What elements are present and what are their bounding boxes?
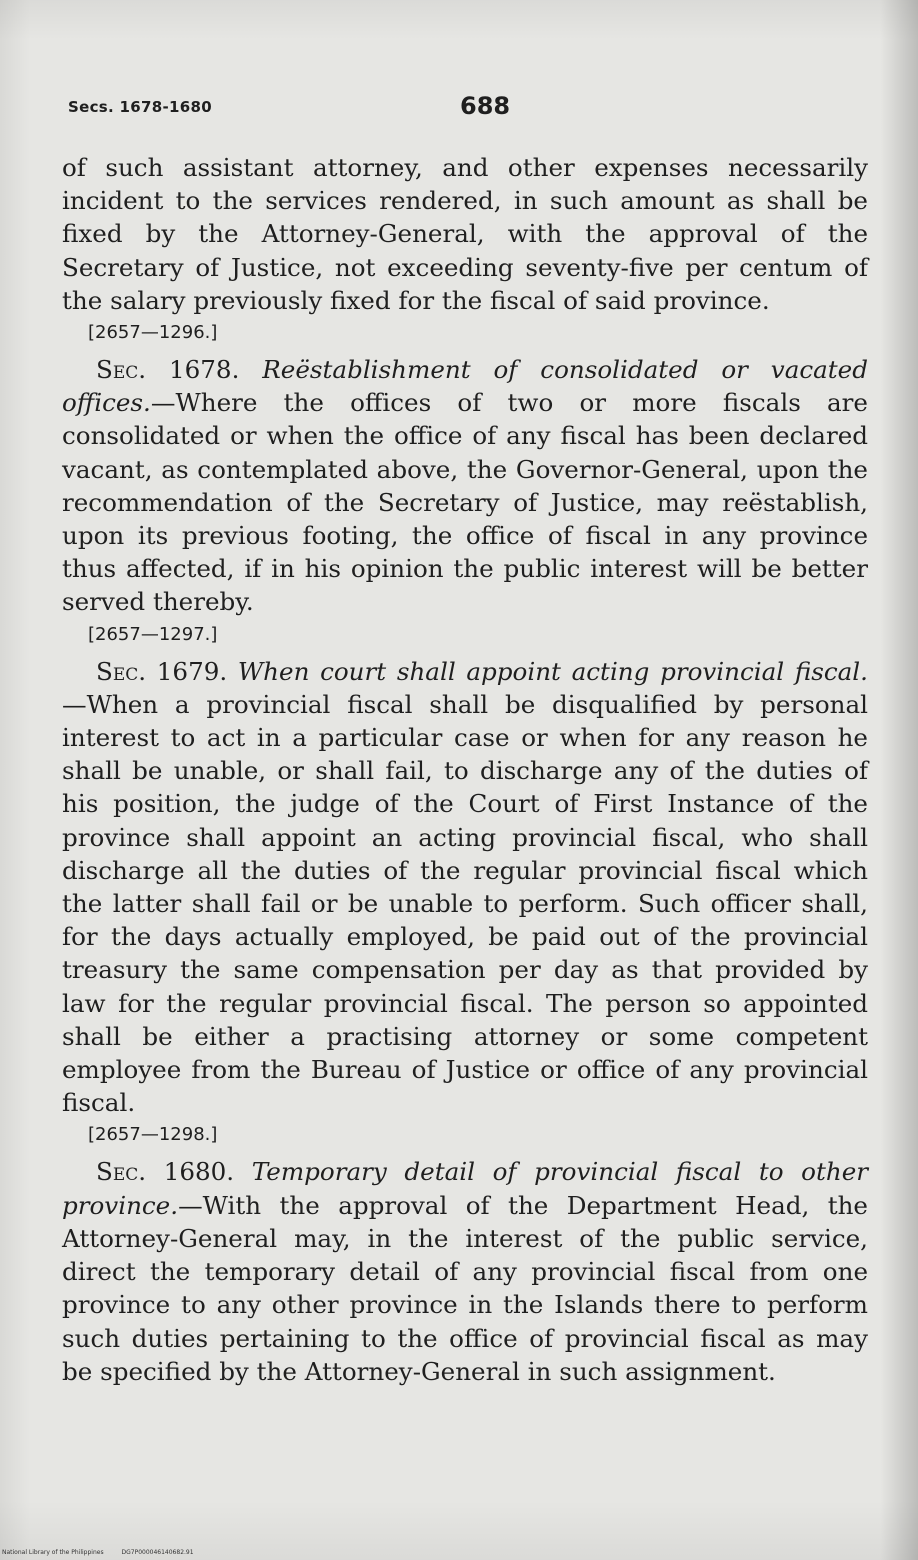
section-1678 (62, 353, 868, 619)
section-number: Sec. 1678. (96, 355, 240, 385)
section-1680 (62, 1155, 868, 1387)
library-name: National Library of the Philippines (2, 1549, 104, 1556)
section-text: —Where the offices of two or more fiscals are consolidated or when the office of any fiscal has been declared vacant, as contemplated above, the Governor-General, upon the recommendation of the Secretary of Justice, may reëstablish, upon its previous footing, the office of fiscal in any province thus affected, if in his opinion the public interest will be better served thereby. (62, 388, 868, 617)
section-title: Temporary detail of provincial fiscal to other province. (62, 1157, 869, 1220)
section-text: —When a provincial fiscal shall be disqualified by personal interest to act in a particular case or when for any reason he shall be unable, or shall fail, to discharge any of the duties of his position, the judge of the Court of First Instance of the province shall appoint an acting provincial fiscal, who shall discharge all the duties of the regular provincial fiscal which the latter shall fail or be unable to perform. Such officer shall, for the days actually employed, be paid out of the provincial treasury the same compensation per day as that provided by law for the regular provincial fiscal. The person so appointed shall be either a practising attorney or some competent employee from the Bureau of Justice or office of any provincial fiscal. (62, 689, 868, 1118)
section-title: When court shall appoint acting provincial fiscal. (237, 656, 868, 686)
section-range-label: Secs. 1678-1680 (68, 98, 212, 116)
scan-footer (2, 1549, 210, 1556)
citation-1296: [2657—1296.] (88, 322, 218, 344)
section-text: —With the approval of the Department Head, the Attorney-General may, in the interest of the public service, direct the temporary detail of any provincial fiscal from one province to any other province in the Islands there to perform such duties pertaining to the office of provincial fiscal as may be specified by the Attorney-General in such assignment. (62, 1190, 868, 1386)
citation-1298: [2657—1298.] (88, 1124, 218, 1146)
section-number: Sec. 1680. (96, 1157, 235, 1187)
section-number: Sec. 1679. (96, 656, 228, 686)
opening-paragraph: of such assistant attorney, and other expenses necessarily incident to the services rendered, in such amount as shall be fixed by the Attorney-General, with the approval of the Secretary of Justice, not exceeding seventy-five per centum of the salary previously fixed for the fiscal of said province. (62, 153, 868, 315)
running-head (68, 92, 858, 122)
body-text (62, 151, 868, 1388)
page-number: 688 (460, 92, 511, 120)
citation-1297: [2657—1297.] (88, 623, 218, 645)
section-title: Reëstablishment of consolidated or vacated offices. (62, 355, 868, 418)
scan-code: DG7P000046140682.91 (121, 1549, 194, 1556)
section-1679 (62, 655, 868, 1120)
